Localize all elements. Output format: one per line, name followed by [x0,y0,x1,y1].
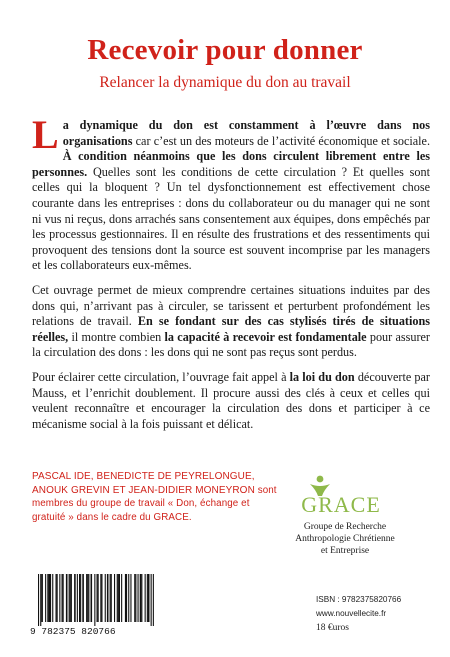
barcode-bar [45,574,46,622]
p2-text-3: pour assurer la circulation des dons : les dons qui ne sont pas reçus sont perdus. [32,329,430,360]
barcode-bar [130,574,131,622]
barcode-bar [107,574,109,622]
barcode-bar [50,574,52,622]
book-subtitle: Relancer la dynamique du don au travail [99,74,351,91]
barcode-bar [59,574,60,622]
barcode-bar [125,574,126,622]
author-names: PASCAL IDE, BENEDICTE DE PEYRELONGUE, ANOUK GREVIN ET JEAN-DIDIER MONEYRON [32,471,255,496]
p2-bold-2: la capacité à recevoir est fondamentale [164,329,367,344]
p2-text-2: il montre combien [68,329,165,344]
barcode-bar [118,574,119,622]
drop-cap: L [32,112,59,157]
barcode-bar [57,574,58,622]
p1-text-1: car c’est un des moteurs de l’activité économique et sociale. [132,133,430,148]
p1-bold-1: a dynamique du don est constamment à l’œuvre dans nos organisations [62,118,430,148]
barcode-bar [117,574,118,622]
paragraph-2 [32,283,430,361]
barcode-bar [87,574,88,622]
back-cover-blurb [32,112,430,441]
barcode-bar [70,574,71,622]
barcode-bar [52,574,53,622]
barcode-bar [38,574,39,626]
grace-logo-text: GRACE [301,492,381,516]
book-title: Recevoir pour donner [87,34,363,66]
barcode-bar [140,574,142,622]
barcode-bar [111,574,112,622]
barcode-bar [101,574,102,622]
barcode-bar [119,574,120,622]
barcode-bar [126,574,127,622]
barcode-bar [121,574,122,622]
barcode-bar [80,574,81,622]
grace-logo [296,474,386,516]
barcode-bar [134,574,135,622]
p2-bold-1: En se fondant sur des cas stylisés tirés de situations réelles, [32,314,430,344]
barcode-bar [40,574,41,626]
barcode-bar [141,574,142,622]
barcode-bar [151,574,152,626]
p1-text-2: Quelles sont les conditions de cette circulation ? Et quelles sont celles qui la bloquent ? Un tel dysfonctionnement est effectivement chose courante dans les entreprises : dons du collaborateur ou du manager qui ne sont ni vus ni reçus, dons arrachés sans consentement aux équipes, dons empêchés par les processus gestionnaires. Il en résulte des frustrations et des ressentiments qui provoquent des tensions dont la source est souvent incomprise par les managers et les collaborateurs eux-mêmes. [32,164,430,273]
publisher-website: www.nouvellecite.fr [316,609,387,618]
barcode-bar [82,574,84,622]
barcode-bar [114,574,115,622]
barcode-bar [153,574,154,626]
barcode-bar [147,574,148,622]
barcode-bar [100,574,101,622]
barcode-bar [66,574,68,622]
barcode-bar [145,574,146,622]
barcode-bar [79,574,80,622]
barcode-bar [56,574,57,622]
authors-description: sont membres du groupe de travail « Don, échange et gratuité » dans le cadre du GRACE. [32,484,277,523]
p3-text-1: Pour éclairer cette circulation, l’ouvrage fait appel à [32,369,290,384]
barcode-bar [148,574,150,622]
p3-bold-1: la loi du don [289,369,355,384]
p2-text-1: Cet ouvrage permet de mieux comprendre certaines situations induites par des dons qui, n’arrivant pas à circuler, se tarissent et perturbent profondément les relations de travail. [32,282,430,329]
barcode-bar [69,574,70,622]
barcode-bars [38,574,154,626]
barcode-bar [110,574,111,622]
barcode-bar [63,574,64,622]
barcode-bar [74,574,76,622]
barcode-bar [128,574,129,622]
barcode-bar [88,574,89,622]
authors-note [32,470,280,524]
barcode-bar [94,574,95,626]
paragraph-1 [32,112,430,274]
barcode-bar [71,574,72,622]
paragraph-3 [32,370,430,432]
p1-bold-2: À condition néanmoins que les dons circulent librement entre les personnes. [32,149,430,179]
grace-caption-line-2: Anthropologie Chrétienne [295,534,395,544]
barcode-bar [62,574,63,622]
isbn-block [316,593,426,635]
barcode-bar [41,574,43,622]
barcode-bar [105,574,106,622]
grace-caption-line-1: Groupe de Recherche [303,522,387,532]
barcode-bar [77,574,78,622]
barcode-bar [135,574,136,622]
barcode-bar [47,574,48,622]
barcode-bar [48,574,49,622]
grace-caption-line-3: et Entreprise [320,546,370,556]
price: 18 €uros [316,623,349,633]
barcode-digits: 9 782375 820766 [30,626,116,636]
barcode-bar [91,574,93,622]
p3-text-2: découverte par Mauss, et l’enrichit doublement. Il procure aussi des clés à ceux et celles qui veulent reconnaître et encourager la circulation des dons et participer à ce mécanisme social à la fois puissant et délicat. [32,369,430,431]
barcode-bar [86,574,87,622]
barcode-bar [138,574,139,622]
isbn-text: ISBN : 9782375820766 [316,595,402,604]
grace-caption [282,521,408,557]
isbn-barcode [28,574,158,636]
barcode-bar [97,574,98,622]
barcode-bar [98,574,99,622]
